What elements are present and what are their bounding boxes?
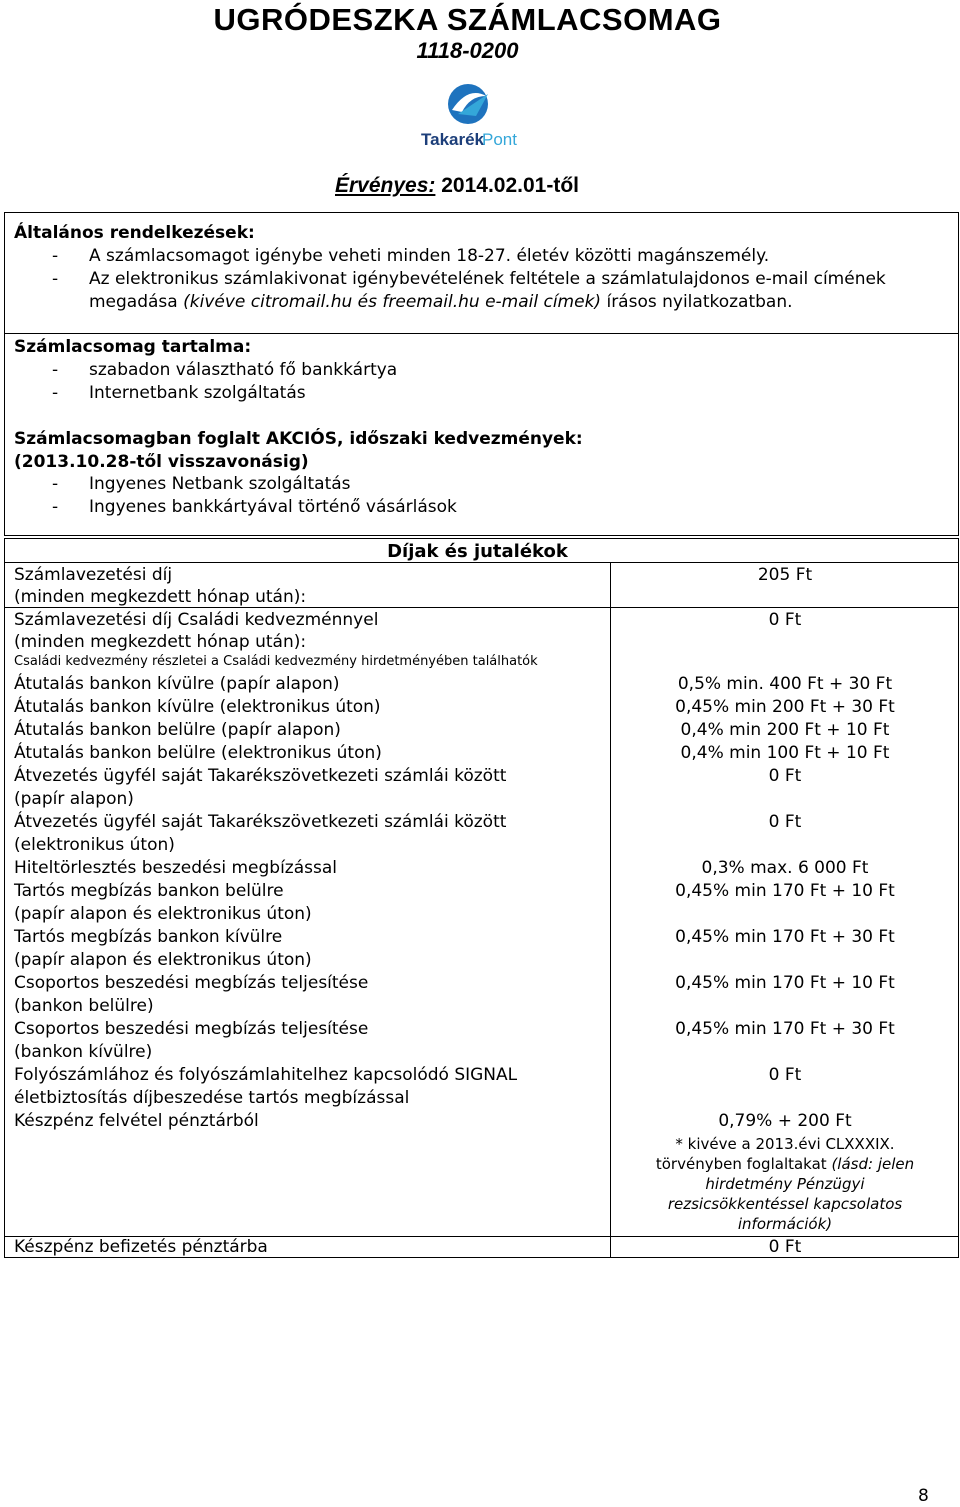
fee-footnote: hirdetmény Pénzügyi [705,1175,865,1193]
logo-text-takarek: Takarék [421,130,485,149]
fee-label: Csoportos beszedési megbízás teljesítése [14,1019,369,1039]
fee-value: 0,3% max. 6 000 Ft [701,858,869,878]
fee-label: Átutalás bankon kívülre (elektronikus úton) [14,697,381,717]
fee-label: (minden megkezdett hónap után): [14,632,307,652]
fee-label: Csoportos beszedési megbízás teljesítése [14,973,369,993]
fee-label: Átvezetés ügyfél saját Takarékszövetkezeti számlái között [14,812,507,832]
general-heading: Általános rendelkezések: [14,223,255,243]
dash-bullet: - [52,383,59,403]
fee-value: 0 Ft [768,1065,802,1085]
fee-label: (minden megkezdett hónap után): [14,587,307,607]
promos-item-2: Ingyenes bankkártyával történő vásárlások [89,497,457,517]
takarekpont-logo [418,82,518,154]
fee-footnote: rezsicsökkentéssel kapcsolatos [667,1195,903,1213]
text-part-italic: (kivéve citromail.hu és freemail.hu e-mail címek) [183,292,602,312]
text-part: megadása [89,292,184,312]
validity-date: 2014.02.01-től [435,174,579,197]
fee-label: Számlavezetési díj Családi kedvezménnyel [14,610,379,630]
fee-footnote: információk) [737,1215,833,1233]
dash-bullet: - [52,360,59,380]
dash-bullet: - [52,474,59,494]
fee-label: Tartós megbízás bankon kívülre [14,927,283,947]
fee-value: 205 Ft [757,565,813,585]
fee-label: (elektronikus úton) [14,835,175,855]
text-part: törvényben foglaltakat [655,1155,832,1173]
fee-value: 0,45% min 170 Ft + 10 Ft [675,881,895,901]
fee-label: Átvezetés ügyfél saját Takarékszövetkezeti számlái között [14,766,507,786]
dash-bullet: - [52,269,59,289]
dash-bullet: - [52,497,59,517]
fee-value: 0,45% min 170 Ft + 30 Ft [675,1019,895,1039]
fee-value: 0,4% min 100 Ft + 10 Ft [680,743,890,763]
logo-text-pont: Pont [482,130,517,149]
fee-label: (bankon belülre) [14,996,154,1016]
package-code: 1118-0200 [416,38,519,63]
fee-label: (papír alapon) [14,789,134,809]
fee-value: 0 Ft [768,766,802,786]
fee-label: (papír alapon és elektronikus úton) [14,950,312,970]
fee-label: (papír alapon és elektronikus úton) [14,904,312,924]
text-part-italic: (lásd: jelen [831,1155,915,1173]
text-part: írásos nyilatkozatban. [601,292,793,312]
fee-label: Számlavezetési díj [14,565,173,585]
fee-value: 0 Ft [768,1237,802,1257]
general-item-1: A számlacsomagot igénybe veheti minden 18-27. életév közötti magánszemély. [89,246,770,266]
fee-note: Családi kedvezmény részletei a Családi kedvezmény hirdetményében találhatók [14,654,538,669]
fee-label: (bankon kívülre) [14,1042,153,1062]
table-divider [4,562,959,563]
fee-value: 0 Ft [768,812,802,832]
fee-value: 0,45% min 200 Ft + 30 Ft [675,697,895,717]
contents-item-1: szabadon választható fő bankkártya [89,360,398,380]
fee-footnote: * kivéve a 2013.évi CLXXXIX. [675,1135,895,1153]
fee-value: 0,79% + 200 Ft [718,1111,852,1131]
fee-label: Hiteltörlesztés beszedési megbízással [14,858,337,878]
general-item-2-line1: Az elektronikus számlakivonat igénybevételének feltétele a számlatulajdonos e-mail címének [89,269,886,289]
promos-heading-line2: (2013.10.28-től visszavonásig) [14,452,309,472]
fee-value: 0,45% min 170 Ft + 30 Ft [675,927,895,947]
fee-label: Tartós megbízás bankon belülre [14,881,284,901]
fee-footnote [611,1154,959,1174]
fee-label: Készpénz befizetés pénztárba [14,1237,268,1257]
fee-label: Átutalás bankon belülre (papír alapon) [14,720,341,740]
promos-item-1: Ingyenes Netbank szolgáltatás [89,474,351,494]
dash-bullet: - [52,246,59,266]
promos-heading-line1: Számlacsomagban foglalt AKCIÓS, időszaki kedvezmények: [14,429,583,449]
general-item-2-line2 [89,291,793,313]
fee-value: 0,5% min. 400 Ft + 30 Ft [677,674,893,694]
validity-label: Érvényes: [335,174,436,197]
fee-label: életbiztosítás díjbeszedése tartós megbízással [14,1088,410,1108]
fee-value: 0 Ft [768,610,802,630]
fee-label: Átutalás bankon kívülre (papír alapon) [14,674,340,694]
validity-line [335,174,579,198]
fee-value: 0,45% min 170 Ft + 10 Ft [675,973,895,993]
fee-label: Folyószámlához és folyószámlahitelhez kapcsolódó SIGNAL [14,1065,518,1085]
page-title: UGRÓDESZKA SZÁMLACSOMAG [213,2,722,37]
page-number: 8 [918,1486,929,1506]
contents-item-2: Internetbank szolgáltatás [89,383,306,403]
fee-label: Készpénz felvétel pénztárból [14,1111,259,1131]
fee-value: 0,4% min 200 Ft + 10 Ft [680,720,890,740]
fee-label: Átutalás bankon belülre (elektronikus úton) [14,743,382,763]
contents-heading: Számlacsomag tartalma: [14,337,252,357]
fees-heading: Díjak és jutalékok [387,541,568,562]
